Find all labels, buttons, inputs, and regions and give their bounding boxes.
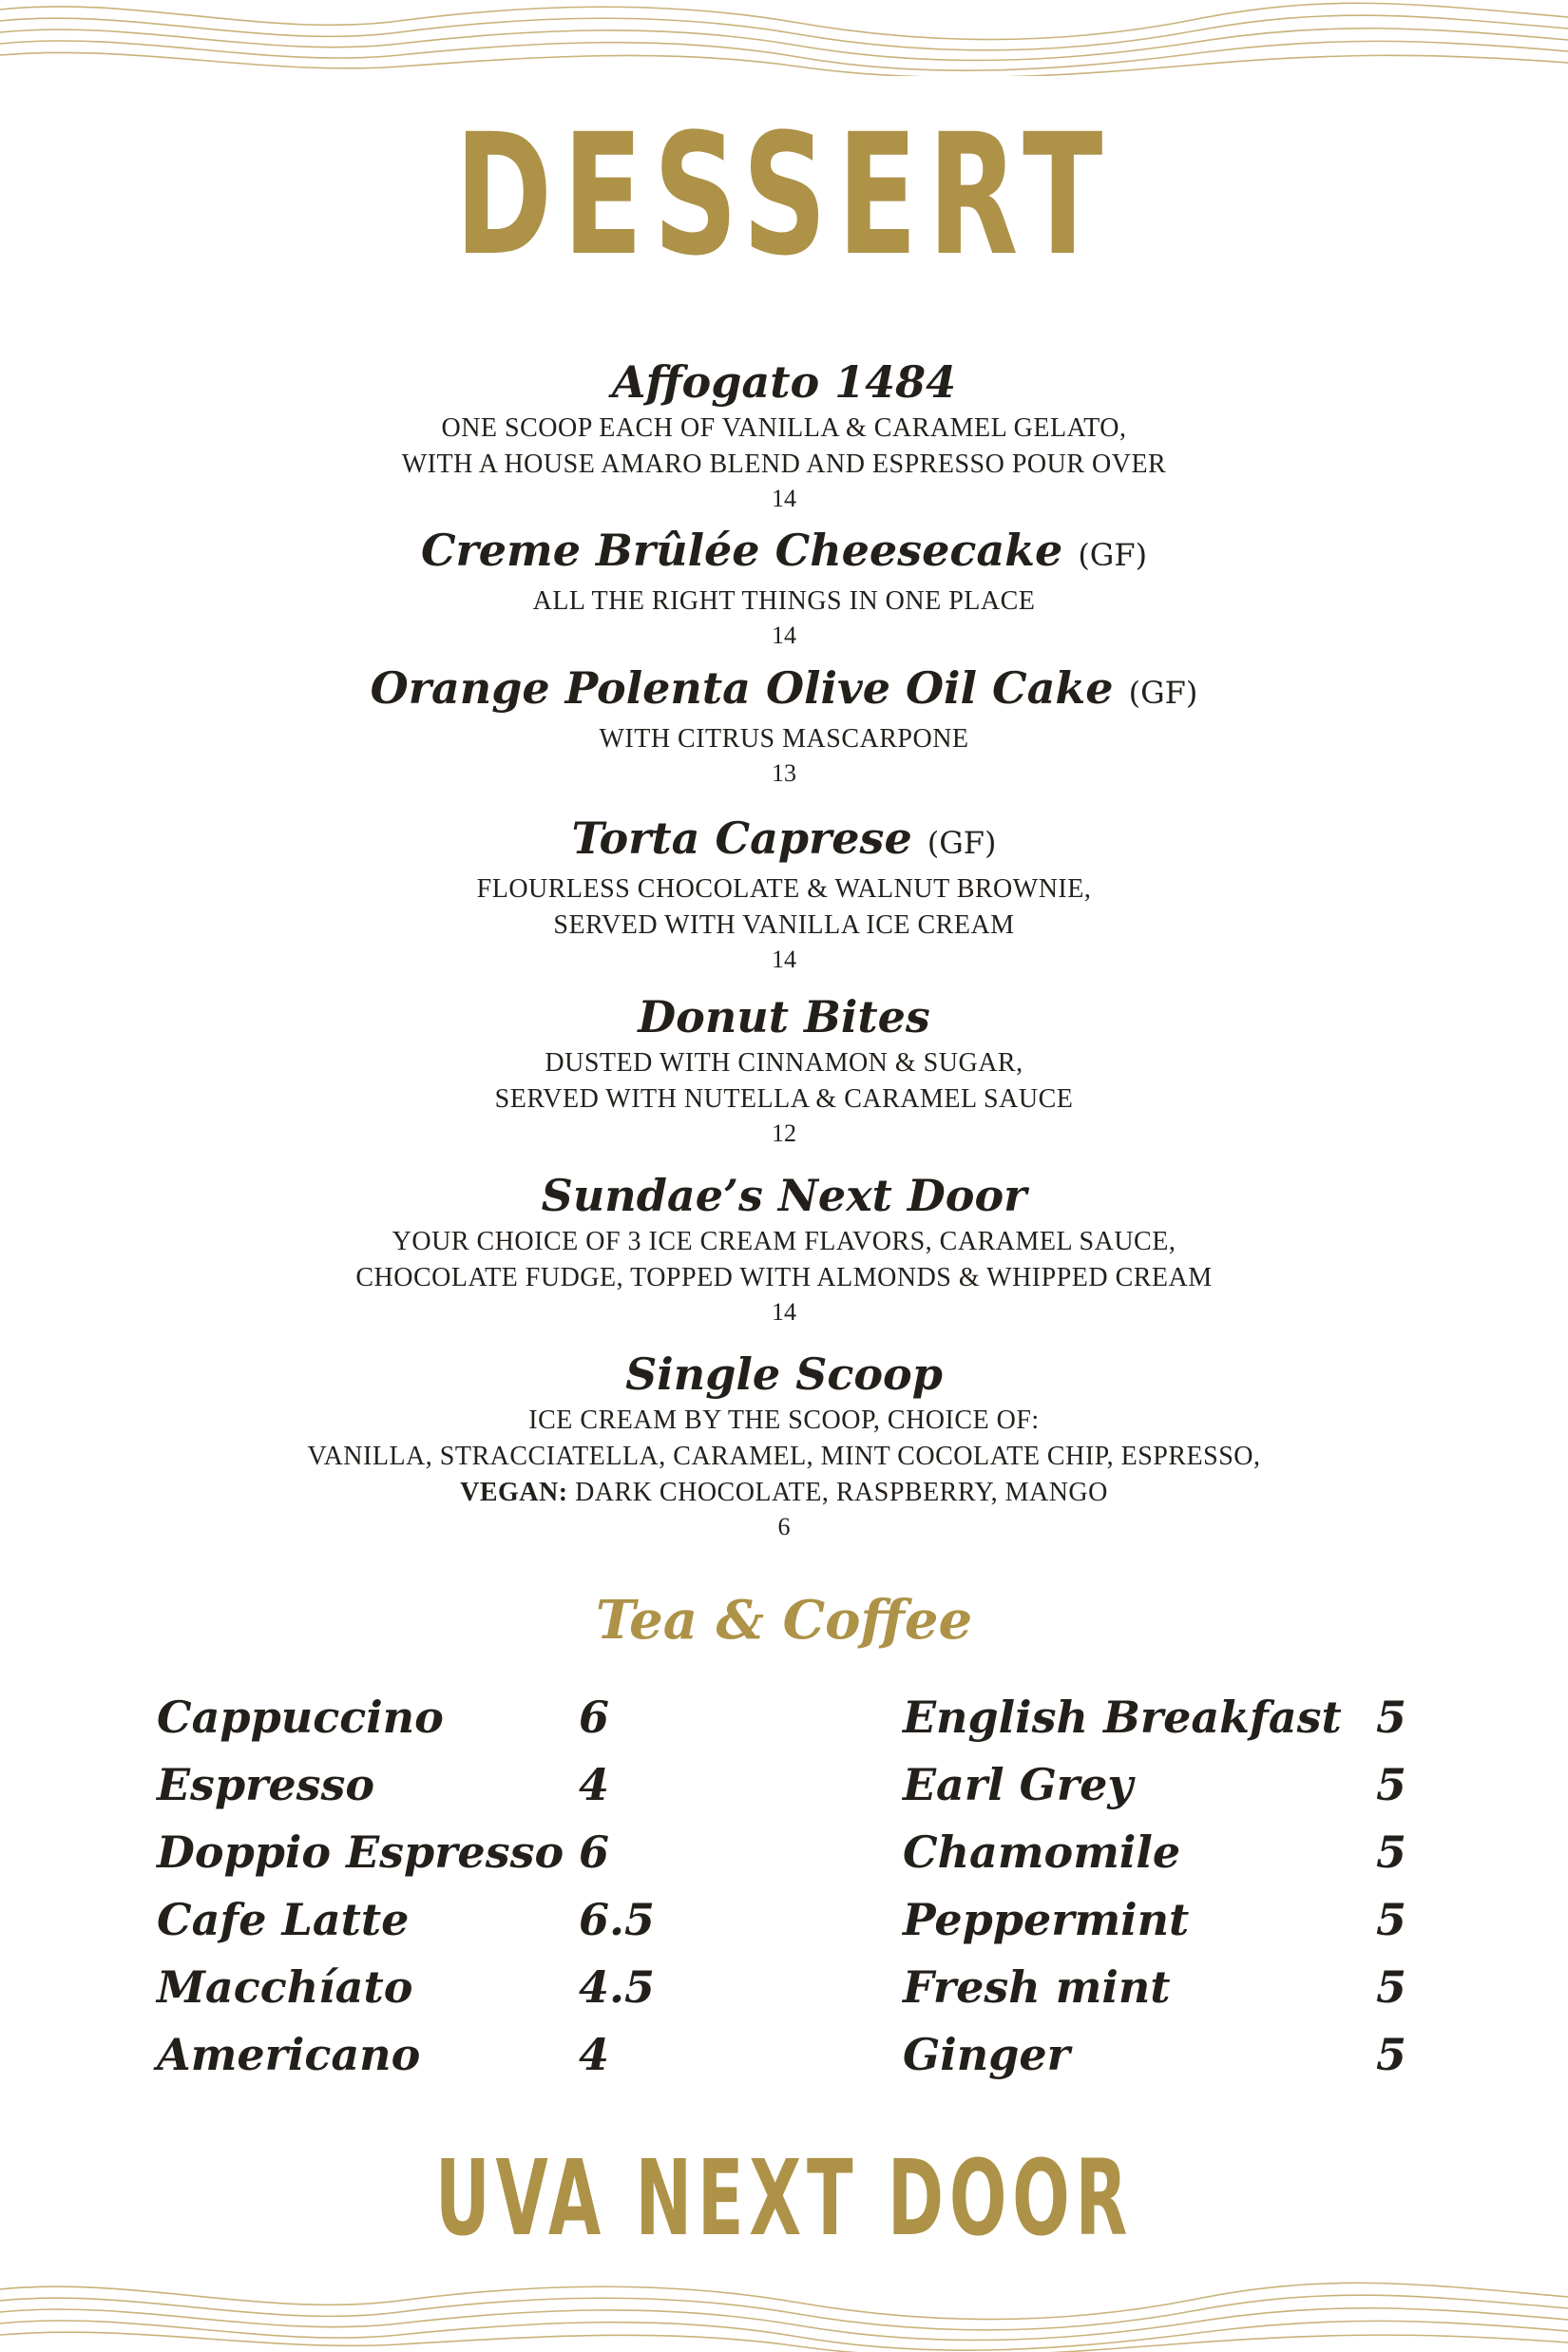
drink-name: Doppio Espresso [157,1826,564,1878]
drink-name: Espresso [157,1759,375,1810]
item-name: Torta Caprese (GF) [571,813,997,864]
top-wave-border [0,0,1568,76]
dessert-item [0,354,1568,522]
drink-price: 5 [1376,1894,1407,1945]
dessert-list [0,354,1568,1543]
drink-row [903,1886,1416,1954]
dessert-item [0,1346,1568,1543]
drink-name: Fresh mint [903,1961,1171,2013]
item-price: 14 [772,1298,796,1326]
drink-price: 4 [579,1759,610,1810]
drink-price: 6.5 [579,1894,656,1945]
drink-row [157,1886,670,1954]
item-description: CHOCOLATE FUDGE, TOPPED WITH ALMONDS & WHIPPED CREAM [355,1263,1213,1292]
drink-name: Ginger [903,2029,1070,2080]
gluten-free-tag: (GF) [1078,537,1148,573]
gluten-free-tag: (GF) [1128,675,1198,711]
drink-row [157,1819,670,1886]
drink-price: 5 [1376,1759,1407,1810]
dessert-item [0,988,1568,1167]
drink-row [903,1684,1416,1751]
item-price: 12 [772,1119,796,1147]
item-name: Sundae’s Next Door [541,1170,1027,1221]
vegan-flavors [0,1475,1568,1511]
item-name: Single Scoop [625,1348,943,1400]
drink-row [157,1954,670,2021]
bottom-wave-border [0,2276,1568,2352]
item-description: VANILLA, STRACCIATELLA, CARAMEL, MINT COCOLATE CHIP, ESPRESSO, [307,1442,1261,1471]
vegan-flavors-text: DARK CHOCOLATE, RASPBERRY, MANGO [575,1478,1108,1507]
tea-coffee-heading: Tea & Coffee [595,1589,973,1652]
drink-row [157,2021,670,2089]
drink-row [157,1684,670,1751]
item-description: WITH A HOUSE AMARO BLEND AND ESPRESSO POUR OVER [401,449,1167,479]
item-description: DUSTED WITH CINNAMON & SUGAR, [545,1048,1023,1078]
drink-name: Cafe Latte [157,1894,410,1945]
drink-price: 5 [1376,1826,1407,1878]
dessert-item [0,522,1568,660]
item-name: Creme Brûlée Cheesecake (GF) [420,525,1148,576]
item-description: FLOURLESS CHOCOLATE & WALNUT BROWNIE, [476,874,1092,904]
drink-name: English Breakfast [903,1692,1342,1743]
dessert-item [0,1167,1568,1346]
drink-row [903,1751,1416,1819]
drink-name: Earl Grey [903,1759,1134,1810]
drink-price: 5 [1376,1961,1407,2013]
item-description: ALL THE RIGHT THINGS IN ONE PLACE [532,586,1036,616]
gluten-free-tag: (GF) [927,825,997,861]
drink-price: 6 [579,1826,610,1878]
tea-column [903,1684,1416,2089]
drink-name: Cappuccino [157,1692,444,1743]
dessert-item [0,810,1568,988]
item-description: WITH CITRUS MASCARPONE [599,724,969,754]
item-name: Orange Polenta Olive Oil Cake (GF) [370,662,1198,714]
dessert-item [0,660,1568,810]
coffee-column [157,1684,670,2089]
restaurant-logo: UVA NEXT DOOR [434,2137,1134,2259]
item-price: 14 [772,621,796,649]
item-price: 13 [772,759,796,787]
drink-row [903,1819,1416,1886]
vegan-label: VEGAN: [460,1478,568,1507]
tea-coffee-list [0,1684,1568,2083]
drink-price: 4 [579,2029,610,2080]
item-description: ICE CREAM BY THE SCOOP, CHOICE OF: [528,1405,1040,1435]
item-description: SERVED WITH NUTELLA & CARAMEL SAUCE [494,1084,1074,1114]
drink-row [903,2021,1416,2089]
item-price: 14 [772,946,796,973]
drink-name: Peppermint [903,1894,1190,1945]
drink-row [903,1954,1416,2021]
item-description: YOUR CHOICE OF 3 ICE CREAM FLAVORS, CARAMEL SAUCE, [392,1227,1176,1256]
drink-price: 5 [1376,1692,1407,1743]
drink-name: Chamomile [903,1826,1181,1878]
drink-row [157,1751,670,1819]
item-description: ONE SCOOP EACH OF VANILLA & CARAMEL GELATO, [441,413,1127,443]
drink-name: Macchíato [157,1961,413,2013]
item-description: SERVED WITH VANILLA ICE CREAM [553,910,1015,940]
item-price: 6 [777,1513,791,1540]
item-name: Affogato 1484 [611,356,957,408]
item-name: Donut Bites [638,991,930,1042]
item-price: 14 [772,485,796,512]
menu-title: DESSERT [454,98,1114,293]
drink-name: Americano [157,2029,421,2080]
drink-price: 4.5 [579,1961,656,2013]
drink-price: 6 [579,1692,610,1743]
drink-price: 5 [1376,2029,1407,2080]
